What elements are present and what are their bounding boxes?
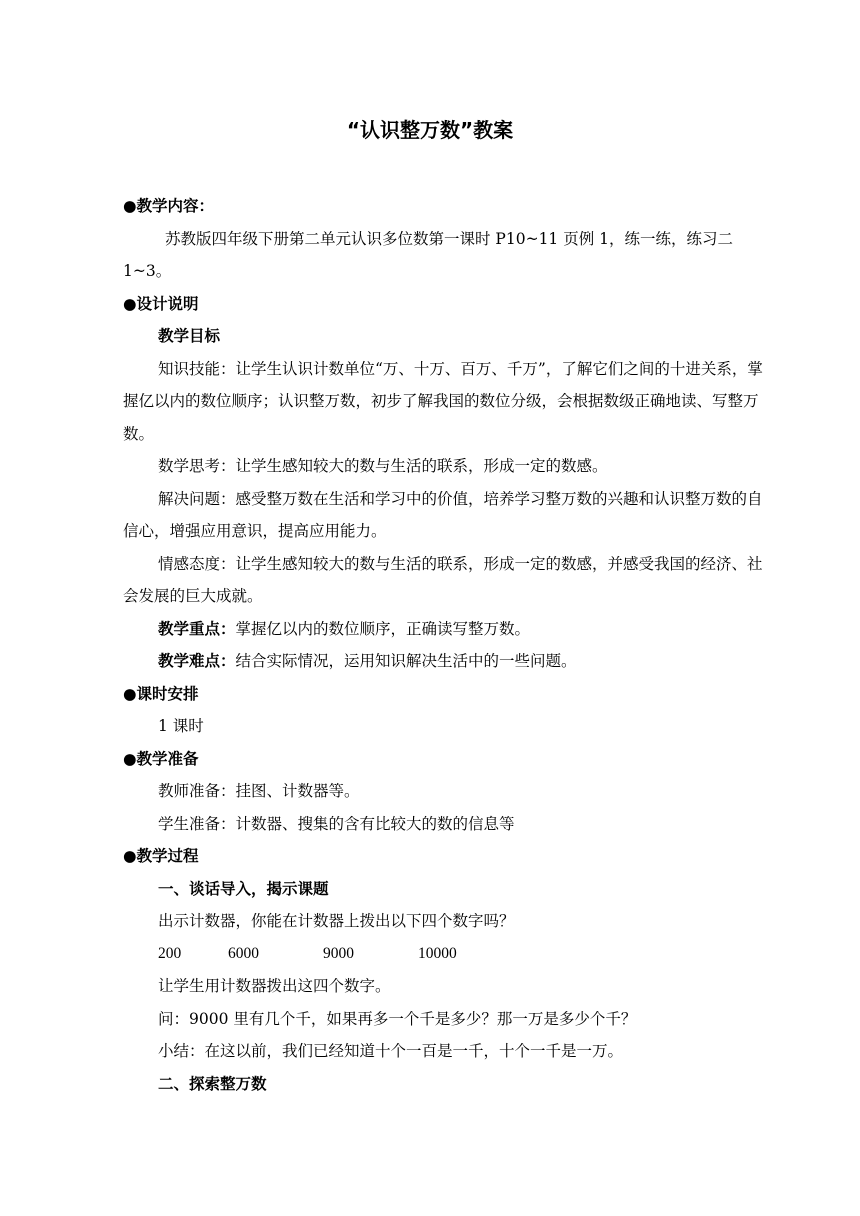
- key-point-text: 掌握亿以内的数位顺序，正确读写整万数。: [235, 619, 531, 638]
- number-list: [123, 938, 771, 971]
- difficulty-label: 教学难点：: [158, 652, 236, 670]
- difficulty-text: 结合实际情况，运用知识解决生活中的一些问题。: [235, 652, 577, 670]
- difficulty-point: [123, 645, 771, 678]
- section-heading-design: ●设计说明: [123, 294, 199, 313]
- key-point-label: 教学重点：: [158, 619, 236, 638]
- goal-knowledge: 知识技能：让学生认识计数单位“万、十万、百万、千万”，了解它们之间的十进关系，掌握亿以内的数位顺序；认识整万数，初步了解我国的数位分级，会根据数级正确地读、写整万数。: [123, 359, 763, 443]
- step1-heading: 一、谈话导入，揭示课题: [158, 879, 329, 898]
- student-prep: 学生准备：计数器、搜集的含有比较大的数的信息等: [158, 814, 515, 833]
- key-point: [123, 613, 771, 646]
- step1-task: 让学生用计数器拨出这四个数字。: [158, 977, 391, 995]
- section-heading-prep: ●教学准备: [123, 749, 199, 768]
- goal-attitude: 情感态度：让学生感知较大的数与生活的联系，形成一定的数感，并感受我国的经济、社会发展的巨大成就。: [123, 554, 763, 605]
- teacher-prep: 教师准备：挂图、计数器等。: [158, 782, 360, 800]
- number-item: 6000: [228, 944, 259, 962]
- document-title: “认识整万数”教案: [346, 118, 514, 142]
- number-item: 9000: [323, 944, 354, 962]
- number-item: 10000: [418, 944, 457, 962]
- schedule-text: 1 课时: [158, 717, 204, 735]
- step2-heading: 二、探索整万数: [158, 1074, 267, 1093]
- step1-summary: 小结：在这以前，我们已经知道十个一百是一千，十个一千是一万。: [158, 1042, 624, 1060]
- goals-heading: 教学目标: [158, 327, 221, 345]
- content-paragraph: 苏教版四年级下册第二单元认识多位数第一课时 P10~11 页例 1，练一练，练习二 1~3。: [123, 229, 734, 280]
- goal-thinking: 数学思考：让学生感知较大的数与生活的联系，形成一定的数感。: [158, 457, 608, 475]
- document-body: [123, 190, 771, 1100]
- section-heading-process: ●教学过程: [123, 847, 199, 865]
- step1-question: 出示计数器，你能在计数器上拨出以下四个数字吗？: [158, 912, 515, 930]
- section-heading-schedule: ●课时安排: [123, 684, 199, 703]
- section-heading-content: ●教学内容：: [123, 197, 215, 215]
- step1-ask: 问：9000 里有几个千，如果再多一个千是多少？那一万是多少个千？: [158, 1009, 637, 1028]
- goal-problem: 解决问题：感受整万数在生活和学习中的价值，培养学习整万数的兴趣和认识整万数的自信心，增强应用意识，提高应用能力。: [123, 489, 763, 540]
- number-item: 200: [158, 944, 182, 962]
